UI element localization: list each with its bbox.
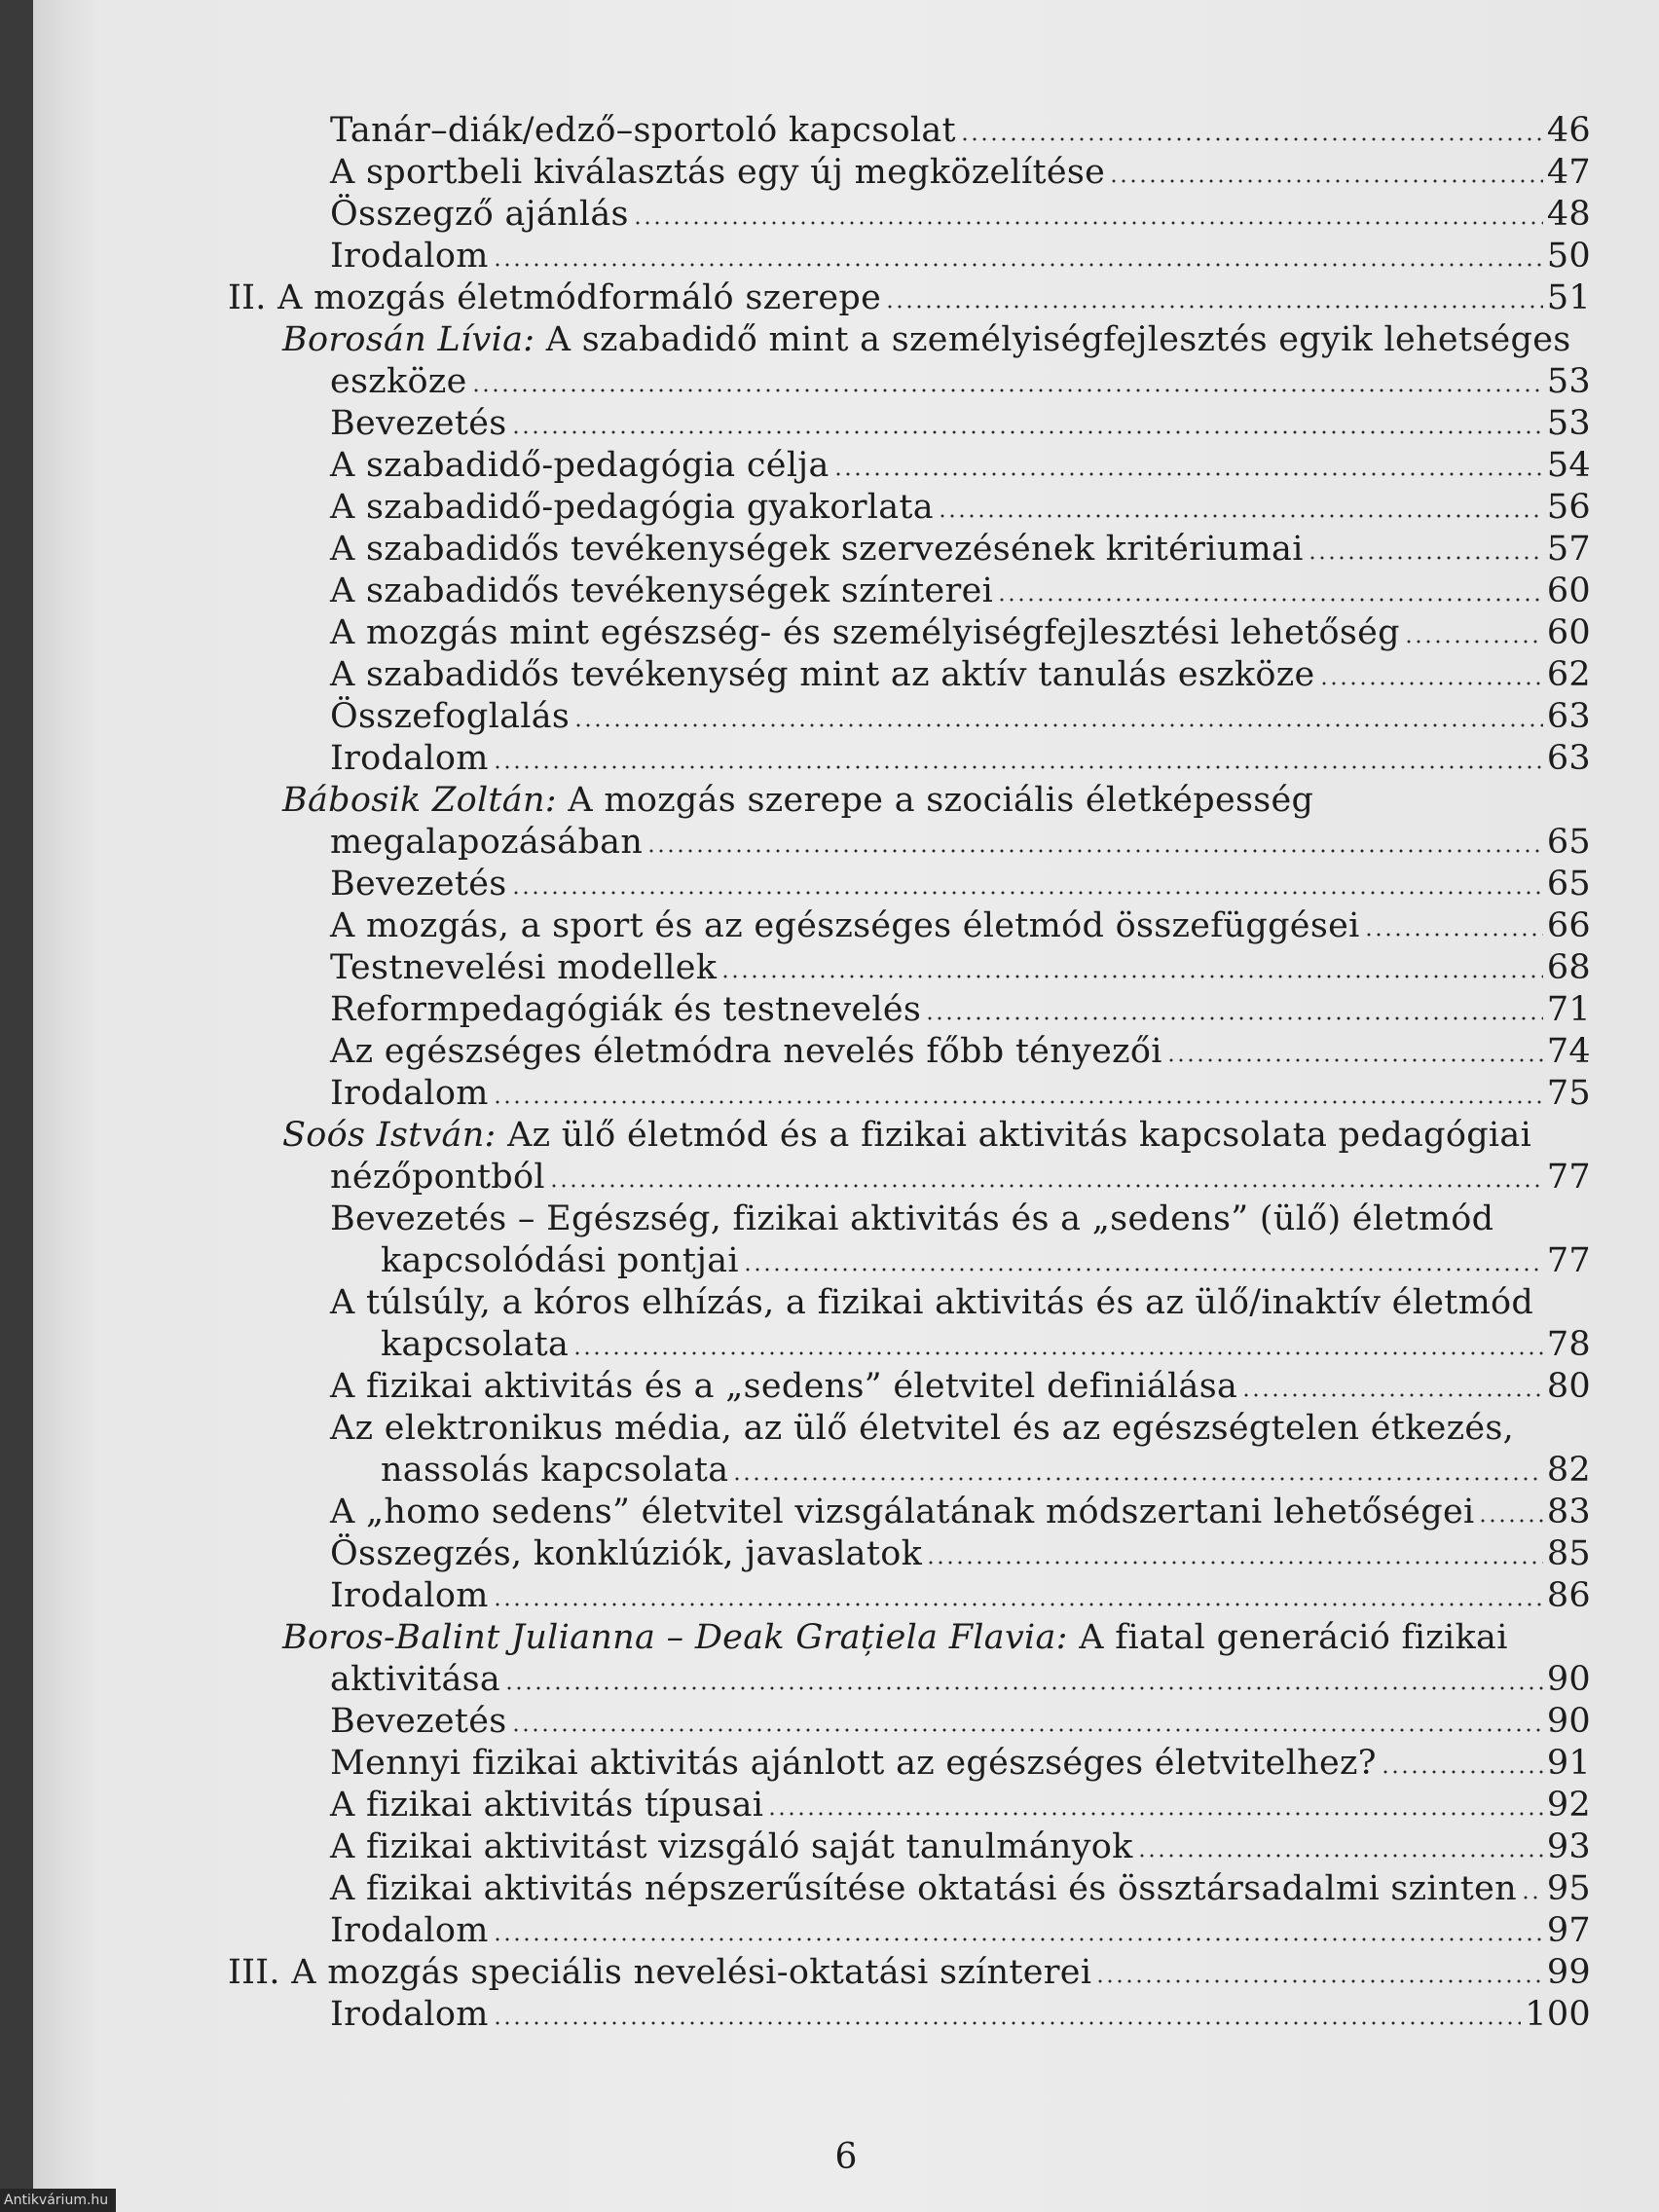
toc-entry-text: A túlsúly, a kóros elhízás, a fizikai aktivitás és az ülő/inaktív életmód <box>330 1283 1534 1322</box>
book-page <box>33 0 1659 2212</box>
dot-leader <box>511 891 1543 895</box>
toc-entry-page: 56 <box>1546 488 1591 527</box>
toc-entry <box>330 152 1591 194</box>
toc-entry-title <box>330 236 489 277</box>
dot-leader <box>511 1728 1543 1732</box>
toc-entry <box>330 905 1591 947</box>
toc-entry-page: 91 <box>1546 1744 1591 1783</box>
toc-entry-page: 60 <box>1546 613 1591 652</box>
toc-entry-title <box>330 822 643 864</box>
dot-leader <box>1241 1393 1543 1397</box>
toc-entry <box>330 738 1591 780</box>
dot-leader <box>1478 1519 1542 1523</box>
toc-entry-text: A „homo sedens” életvitel vizsgálatának módszertani lehetőségei <box>330 1493 1475 1531</box>
toc-entry-title <box>330 1198 1591 1240</box>
dot-leader <box>1095 1979 1543 1983</box>
dot-leader <box>960 137 1543 141</box>
toc-entry-page: 65 <box>1546 823 1591 862</box>
toc-entry-page: 51 <box>1546 278 1591 317</box>
dot-leader <box>573 723 1543 727</box>
toc-entry-text: A szabadidős tevékenység mint az aktív tanulás eszköze <box>330 655 1315 694</box>
toc-entry-page: 71 <box>1546 990 1591 1029</box>
toc-entry-title <box>330 1868 1517 1910</box>
toc-entry-title <box>282 319 1591 361</box>
toc-entry-text: A fiatal generáció fizikai <box>1067 1618 1508 1657</box>
toc-entry-title <box>282 1617 1591 1659</box>
toc-entry-title <box>330 1785 763 1826</box>
toc-entry-title <box>381 1324 569 1366</box>
toc-entry-title <box>330 571 993 612</box>
toc-entry <box>330 1492 1591 1533</box>
dot-leader <box>1109 179 1543 183</box>
toc-entry-title <box>330 1031 1162 1073</box>
toc-entry <box>330 1198 1591 1240</box>
toc-entry-page: 82 <box>1546 1451 1591 1490</box>
toc-entry-text: A mozgás szerepe a szociális életképesség <box>556 781 1314 820</box>
dot-leader <box>504 1686 1543 1690</box>
dot-leader <box>833 472 1543 476</box>
toc-entry-text: Az ülő életmód és a fizikai aktivitás kapcsolata pedagógiai <box>496 1116 1532 1155</box>
dot-leader <box>549 1184 1543 1188</box>
toc-entry <box>330 1157 1591 1198</box>
toc-entry-text: Bevezetés <box>330 404 507 443</box>
dot-leader <box>493 1937 1543 1941</box>
toc-entry-title <box>228 277 881 319</box>
toc-entry <box>330 1031 1591 1073</box>
toc-entry-title <box>330 1366 1237 1408</box>
toc-entry-title <box>330 738 489 780</box>
dot-leader <box>633 221 1543 225</box>
toc-entry-text: A fizikai aktivitást vizsgáló saját tanulmányok <box>330 1827 1133 1866</box>
dot-leader <box>1381 1770 1543 1774</box>
toc-entry-text: Bevezetés <box>330 1702 507 1741</box>
dot-leader <box>767 1812 1543 1816</box>
toc-entry-page: 83 <box>1546 1493 1591 1531</box>
toc-entry-title <box>330 403 507 445</box>
toc-entry-page: 97 <box>1546 1911 1591 1950</box>
toc-entry-text: A fizikai aktivitás típusai <box>330 1786 764 1825</box>
toc-entry-title <box>282 1115 1591 1157</box>
toc-entry-page: 63 <box>1546 739 1591 778</box>
toc-entry <box>330 1533 1591 1575</box>
toc-entry-text: kapcsolódási pontjai <box>381 1241 739 1280</box>
toc-entry-text: A szabadidő-pedagógia célja <box>330 446 830 485</box>
toc-entry-text: aktivitása <box>330 1660 501 1699</box>
toc-entry-page: 99 <box>1546 1953 1591 1992</box>
toc-entry-text: Bevezetés – Egészség, fizikai aktivitás és a „sedens” (ülő) életmód <box>330 1199 1494 1238</box>
toc-entry <box>330 822 1591 864</box>
toc-entry-title <box>330 152 1105 194</box>
toc-entry-text: kapcsolata <box>381 1325 570 1364</box>
toc-entry <box>330 110 1591 152</box>
toc-entry-title <box>330 1910 489 1952</box>
toc-entry <box>330 529 1591 571</box>
dot-leader <box>1364 933 1543 937</box>
toc-entry <box>330 1785 1591 1826</box>
toc-entry-text: nassolás kapcsolata <box>381 1451 729 1490</box>
toc-entry-page: 57 <box>1546 530 1591 569</box>
toc-entry-title <box>330 1533 922 1575</box>
watermark: Antikvárium.hu <box>0 2189 116 2212</box>
toc-entry <box>330 1910 1591 1952</box>
toc-entry-text: Az elektronikus média, az ülő életvitel és az egészségtelen étkezés, <box>330 1409 1515 1448</box>
toc-entry-page: 48 <box>1546 195 1591 234</box>
toc-entry <box>330 1994 1591 2036</box>
toc-entry-text: Összefoglalás <box>330 697 571 736</box>
toc-entry-text: III. A mozgás speciális nevelési-oktatási színterei <box>228 1953 1092 1992</box>
toc-entry <box>330 1408 1591 1450</box>
toc-entry <box>282 1617 1591 1659</box>
toc-entry-title <box>330 989 921 1031</box>
toc-entry-text: A szabadidő mint a személyiségfejlesztés egyik lehetséges <box>535 320 1571 359</box>
toc-entry-page: 66 <box>1546 906 1591 945</box>
toc-entry-text: Irodalom <box>330 1074 489 1113</box>
toc-entry <box>330 1366 1591 1408</box>
toc-entry-title <box>282 780 1591 822</box>
toc-entry-title <box>330 947 717 989</box>
toc-entry <box>330 403 1591 445</box>
toc-entry <box>330 1073 1591 1115</box>
dot-leader <box>1137 1854 1543 1858</box>
toc-entry-page: 77 <box>1546 1241 1591 1280</box>
toc-entry-text: Testnevelési modellek <box>330 948 718 987</box>
toc-entry-page: 50 <box>1546 237 1591 276</box>
toc-entry-title <box>381 1450 728 1492</box>
toc-entry <box>330 696 1591 738</box>
toc-entry <box>330 654 1591 696</box>
toc-entry-title <box>330 1701 507 1743</box>
toc-entry-title <box>330 1157 545 1198</box>
toc-entry-title <box>330 1994 489 2036</box>
dot-leader <box>493 2021 1522 2025</box>
toc-entry-page: 85 <box>1546 1534 1591 1573</box>
toc-entry-page: 90 <box>1546 1702 1591 1741</box>
dot-leader <box>925 1016 1543 1020</box>
toc-entry-title <box>330 864 507 905</box>
toc-entry <box>330 1743 1591 1785</box>
toc-entry <box>330 445 1591 487</box>
toc-entry-title <box>330 194 629 236</box>
dot-leader <box>1521 1896 1543 1899</box>
toc-entry-page: 95 <box>1546 1869 1591 1908</box>
toc-entry <box>330 194 1591 236</box>
toc-entry-page: 60 <box>1546 571 1591 610</box>
dot-leader <box>720 975 1543 978</box>
dot-leader <box>938 514 1543 518</box>
toc-entry-title <box>381 1240 739 1282</box>
toc-entry-title <box>330 1659 500 1701</box>
toc-entry-text: Összegzés, konklúziók, javaslatok <box>330 1534 923 1573</box>
toc-entry-page: 75 <box>1546 1074 1591 1113</box>
toc-entry <box>282 1115 1591 1157</box>
toc-entry <box>330 1659 1591 1701</box>
toc-entry-author: Boros-Balint Julianna – Deak Grațiela Flavia: <box>282 1618 1068 1657</box>
toc-entry-text: Irodalom <box>330 1995 489 2034</box>
toc-entry-title <box>330 1826 1133 1868</box>
toc-entry-text: Mennyi fizikai aktivitás ajánlott az egészséges életvitelhez? <box>330 1744 1377 1783</box>
toc-entry-page: 54 <box>1546 446 1591 485</box>
toc-entry-title <box>330 1743 1377 1785</box>
dot-leader <box>471 388 1543 392</box>
dot-leader <box>1308 556 1543 560</box>
toc-entry-page: 63 <box>1546 697 1591 736</box>
toc-entry-page: 74 <box>1546 1032 1591 1071</box>
toc-entry-page: 46 <box>1546 111 1591 150</box>
toc-entry-text: megalapozásában <box>330 823 644 862</box>
toc-entry <box>282 780 1591 822</box>
dot-leader <box>511 430 1543 434</box>
toc-entry-text: A szabadidő-pedagógia gyakorlata <box>330 488 934 527</box>
toc-entry-page: 92 <box>1546 1786 1591 1825</box>
toc-entry-page: 93 <box>1546 1827 1591 1866</box>
toc-entry <box>330 1868 1591 1910</box>
toc-entry-text: Irodalom <box>330 1911 489 1950</box>
dot-leader <box>1319 682 1543 685</box>
toc-entry-title <box>330 1408 1591 1450</box>
table-of-contents <box>33 0 1659 2212</box>
toc-entry-text: eszköze <box>330 362 467 401</box>
dot-leader <box>493 263 1543 267</box>
toc-entry <box>330 361 1591 403</box>
toc-entry-page: 90 <box>1546 1660 1591 1699</box>
dot-leader <box>646 849 1543 853</box>
toc-entry-page: 53 <box>1546 362 1591 401</box>
toc-entry-title <box>330 445 830 487</box>
toc-entry-title <box>330 110 956 152</box>
toc-entry-author: Bábosik Zoltán: <box>282 781 557 820</box>
toc-entry-text: A szabadidős tevékenységek szervezésének kritériumai <box>330 530 1304 569</box>
toc-entry-text: A mozgás mint egészség- és személyiségfejlesztési lehetőség <box>330 613 1400 652</box>
toc-entry-text: Tanár–diák/edző–sportoló kapcsolat <box>330 111 956 150</box>
toc-entry <box>330 1826 1591 1868</box>
toc-entry-title <box>330 905 1360 947</box>
dot-leader <box>493 1100 1543 1104</box>
toc-entry-title <box>330 1282 1591 1324</box>
toc-entry <box>330 487 1591 529</box>
toc-entry <box>330 1701 1591 1743</box>
toc-entry-page: 86 <box>1546 1576 1591 1615</box>
toc-entry <box>330 864 1591 905</box>
toc-entry <box>330 571 1591 612</box>
toc-entry-text: Irodalom <box>330 1576 489 1615</box>
toc-entry-title <box>330 487 934 529</box>
toc-entry <box>282 319 1591 361</box>
toc-entry-page: 78 <box>1546 1325 1591 1364</box>
toc-entry <box>330 612 1591 654</box>
toc-entry <box>228 277 1591 319</box>
dot-leader <box>732 1477 1543 1481</box>
dot-leader <box>926 1561 1543 1565</box>
toc-entry-title <box>330 1575 489 1617</box>
toc-entry-text: Az egészséges életmódra nevelés főbb tényezői <box>330 1032 1162 1071</box>
toc-entry-page: 68 <box>1546 948 1591 987</box>
toc-entry <box>330 989 1591 1031</box>
toc-entry-title <box>228 1952 1091 1994</box>
toc-entry-title <box>330 361 467 403</box>
toc-entry-text: A szabadidős tevékenységek színterei <box>330 571 994 610</box>
toc-entry-page: 47 <box>1546 153 1591 192</box>
toc-entry <box>330 1575 1591 1617</box>
toc-entry-author: Soós István: <box>282 1116 497 1155</box>
toc-entry-text: Összegző ajánlás <box>330 195 629 234</box>
toc-entry-author: Borosán Lívia: <box>282 320 535 359</box>
dot-leader <box>1166 1058 1543 1062</box>
toc-entry-title <box>330 1492 1474 1533</box>
toc-entry-text: II. A mozgás életmódformáló szerepe <box>228 278 882 317</box>
toc-entry-text: A sportbeli kiválasztás egy új megközelítése <box>330 153 1106 192</box>
dot-leader <box>997 598 1543 602</box>
toc-entry <box>330 947 1591 989</box>
toc-entry-text: A fizikai aktivitás népszerűsítése oktatási és össztársadalmi szinten <box>330 1869 1517 1908</box>
toc-entry-title <box>330 1073 489 1115</box>
page-number: 6 <box>834 2137 858 2177</box>
toc-entry-page: 77 <box>1546 1158 1591 1197</box>
toc-entry <box>330 1282 1591 1324</box>
toc-entry <box>330 236 1591 277</box>
dot-leader <box>743 1268 1543 1272</box>
toc-entry-text: nézőpontból <box>330 1158 545 1197</box>
toc-entry-title <box>330 612 1400 654</box>
toc-entry-page: 80 <box>1546 1367 1591 1406</box>
toc-entry-page: 62 <box>1546 655 1591 694</box>
toc-entry-text: Irodalom <box>330 739 489 778</box>
dot-leader <box>1404 640 1543 644</box>
dot-leader <box>572 1351 1543 1355</box>
dot-leader <box>885 305 1543 309</box>
toc-entry <box>381 1324 1591 1366</box>
toc-entry-text: Reformpedagógiák és testnevelés <box>330 990 922 1029</box>
toc-entry-text: Irodalom <box>330 237 489 276</box>
toc-entry-title <box>330 654 1315 696</box>
toc-entry-title <box>330 696 570 738</box>
toc-entry-page: 65 <box>1546 865 1591 903</box>
toc-entry <box>381 1240 1591 1282</box>
toc-entry-text: A fizikai aktivitás és a „sedens” életvitel definiálása <box>330 1367 1238 1406</box>
toc-entry-text: Bevezetés <box>330 865 507 903</box>
dot-leader <box>493 1603 1543 1606</box>
toc-entry-text: A mozgás, a sport és az egészséges életmód összefüggései <box>330 906 1360 945</box>
toc-entry-page: 100 <box>1525 1995 1591 2034</box>
toc-entry-title <box>330 529 1304 571</box>
toc-entry <box>228 1952 1591 1994</box>
toc-entry-page: 53 <box>1546 404 1591 443</box>
toc-entry <box>381 1450 1591 1492</box>
dot-leader <box>493 765 1543 769</box>
